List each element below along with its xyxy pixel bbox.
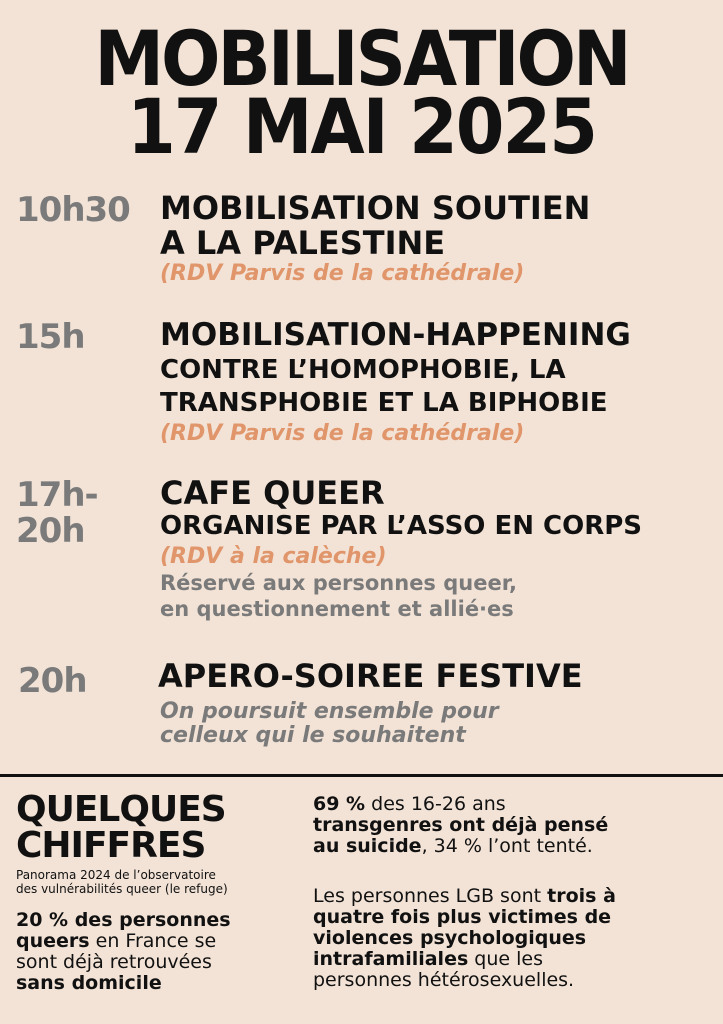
stats-source-line1: Panorama 2024 de l’observatoire: [16, 868, 216, 882]
event-title-line1: MOBILISATION-HAPPENING: [160, 317, 631, 353]
event-time: 15h: [16, 317, 85, 357]
stat-homeless-l3: sont déjà retrouvées: [16, 951, 212, 973]
stat-homeless-l2-rest: en France se: [89, 930, 217, 952]
stat-suicide: [313, 794, 713, 857]
stat-violence: [313, 886, 713, 991]
event-note-line2: celleux qui le souhaitent: [160, 723, 466, 748]
stat-suicide-l1-rest: des 16-26 ans: [365, 793, 506, 815]
stat-suicide-l1-bold: 69 %: [313, 793, 366, 815]
event-time: 10h30: [16, 190, 130, 230]
stat-violence-l4-bold: intrafamiliales: [313, 948, 469, 970]
stat-suicide-l2: transgenres ont déjà pensé: [313, 814, 609, 836]
stat-homeless: [16, 910, 301, 994]
event-note-line1: On poursuit ensemble pour: [160, 699, 499, 724]
stat-violence-l1-rest: Les personnes LGB sont: [313, 885, 548, 907]
stat-violence-l2: quatre fois plus victimes de: [313, 906, 612, 928]
event-rdv: (RDV à la calèche): [160, 544, 387, 569]
event-time-line1: 17h-: [16, 475, 98, 515]
stats-source-line2: des vulnérabilités queer (le refuge): [16, 882, 228, 896]
event-sub-line2: TRANSPHOBIE ET LA BIPHOBIE: [160, 388, 608, 418]
stats-title-line2: CHIFFRES: [16, 825, 206, 866]
stat-suicide-l3-bold: au suicide: [313, 835, 422, 857]
event-time: 20h: [18, 661, 87, 701]
stat-violence-l5: personnes hétérosexuelles.: [313, 969, 575, 991]
stat-homeless-l2-bold: queers: [16, 930, 90, 952]
event-rdv: (RDV Parvis de la cathédrale): [160, 421, 525, 446]
event-title-line1: MOBILISATION SOUTIEN: [160, 189, 591, 227]
event-sub-line1: ORGANISE PAR L’ASSO EN CORPS: [160, 511, 643, 541]
stat-homeless-l4: sans domicile: [16, 972, 162, 994]
event-title-line2: A LA PALESTINE: [160, 224, 446, 262]
stat-suicide-l3-rest: , 34 % l’ont tenté.: [421, 835, 593, 857]
stat-violence-l1-bold: trois à: [547, 885, 616, 907]
stat-homeless-l1: 20 % des personnes: [16, 909, 231, 931]
event-title-line1: APERO-SOIREE FESTIVE: [158, 657, 583, 695]
stats-source: [16, 868, 306, 896]
stat-violence-l4-rest: que les: [468, 948, 544, 970]
event-rdv: (RDV Parvis de la cathédrale): [160, 261, 525, 286]
stat-violence-l3: violences psychologiques: [313, 927, 587, 949]
page-title-line1: MOBILISATION: [94, 14, 629, 104]
event-title-line1: CAFE QUEER: [160, 474, 385, 512]
stats-title: [16, 789, 226, 866]
section-divider: [0, 774, 723, 777]
page-title-line2: 17 MAI 2025: [127, 82, 596, 172]
event-note-line1: Réservé aux personnes queer,: [160, 571, 517, 595]
event-note-line2: en questionnement et allié·es: [160, 597, 514, 621]
event-time-line2: 20h: [16, 511, 85, 551]
stats-title-line1: QUELQUES: [16, 789, 226, 830]
event-sub-line1: CONTRE L’HOMOPHOBIE, LA: [160, 355, 566, 385]
